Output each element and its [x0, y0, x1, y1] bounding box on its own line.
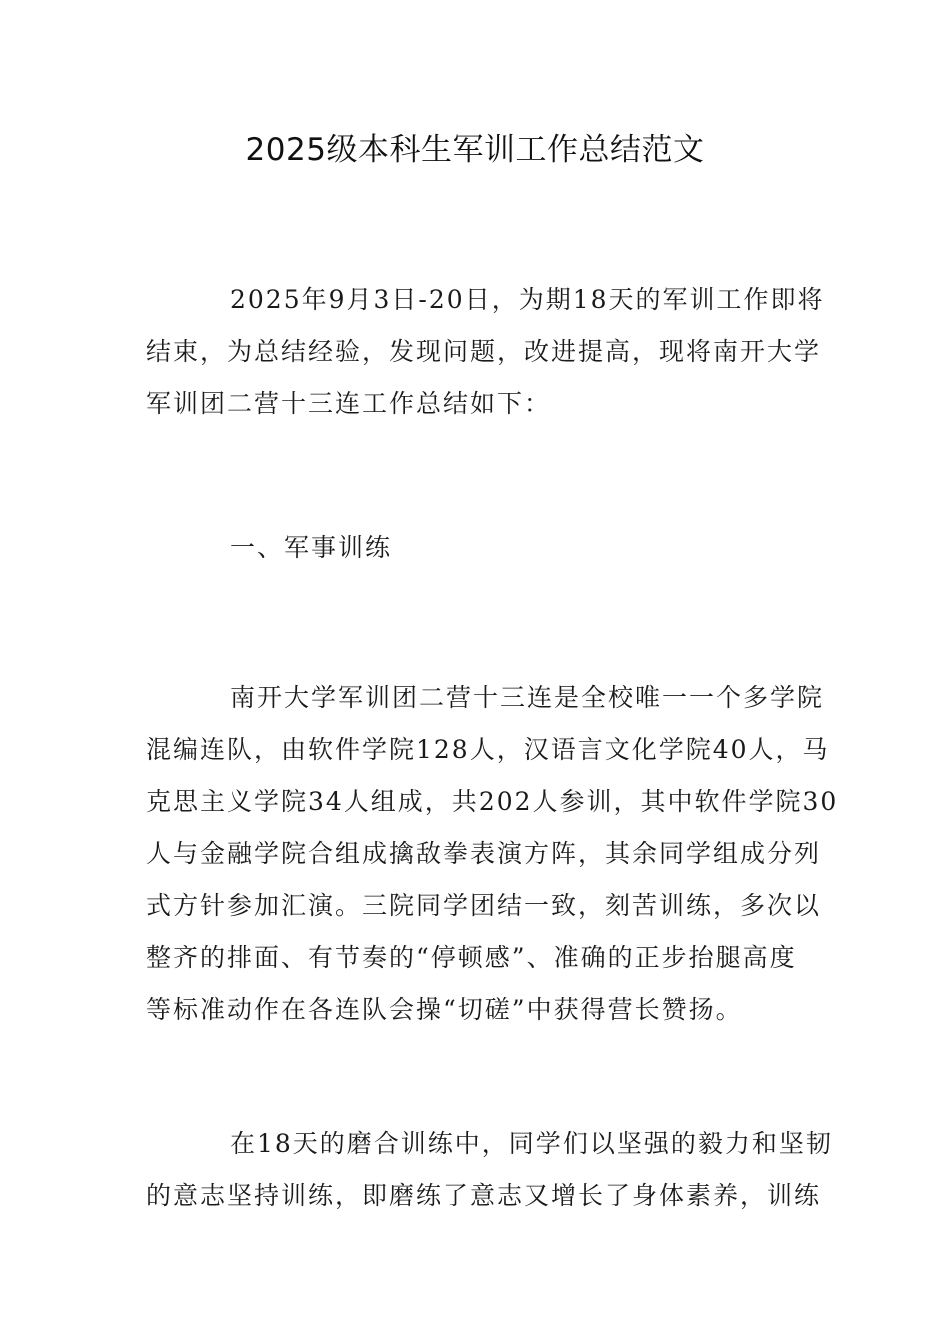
paragraph-training [146, 672, 839, 1036]
paragraph-line: 南开大学军训团二营十三连是全校唯一一个多学院 [230, 683, 825, 712]
paragraph-intro [146, 274, 825, 430]
paragraph-line: 结束，为总结经验，发现问题，改进提高，现将南开大学 [146, 337, 822, 366]
paragraph-line: 等标准动作在各连队会操“切磋”中获得营长赞扬。 [146, 995, 743, 1024]
document-title: 2025级本科生军训工作总结范文 [245, 132, 705, 168]
paragraph-line: 整齐的排面、有节奏的“停顿感”、准确的正步抬腿高度 [146, 943, 797, 972]
paragraph-line: 克思主义学院34人组成，共202人参训，其中软件学院30 [146, 787, 839, 816]
paragraph-line: 的意志坚持训练，即磨练了意志又增长了身体素养，训练 [146, 1181, 822, 1210]
paragraph-line: 混编连队，由软件学院128人，汉语言文化学院40人，马 [146, 735, 830, 764]
paragraph-line: 式方针参加汇演。三院同学团结一致，刻苦训练，多次以 [146, 891, 822, 920]
paragraph-line: 人与金融学院合组成擒敌拳表演方阵，其余同学组成分列 [146, 839, 822, 868]
paragraph-line: 军训团二营十三连工作总结如下： [146, 389, 552, 418]
section-heading-text: 一、军事训练 [230, 533, 393, 562]
paragraph-continued [146, 1118, 833, 1222]
section-heading [146, 522, 806, 574]
paragraph-line: 2025年9月3日-20日，为期18天的军训工作即将 [230, 285, 825, 314]
paragraph-line: 在18天的磨合训练中，同学们以坚强的毅力和坚韧 [230, 1129, 833, 1158]
